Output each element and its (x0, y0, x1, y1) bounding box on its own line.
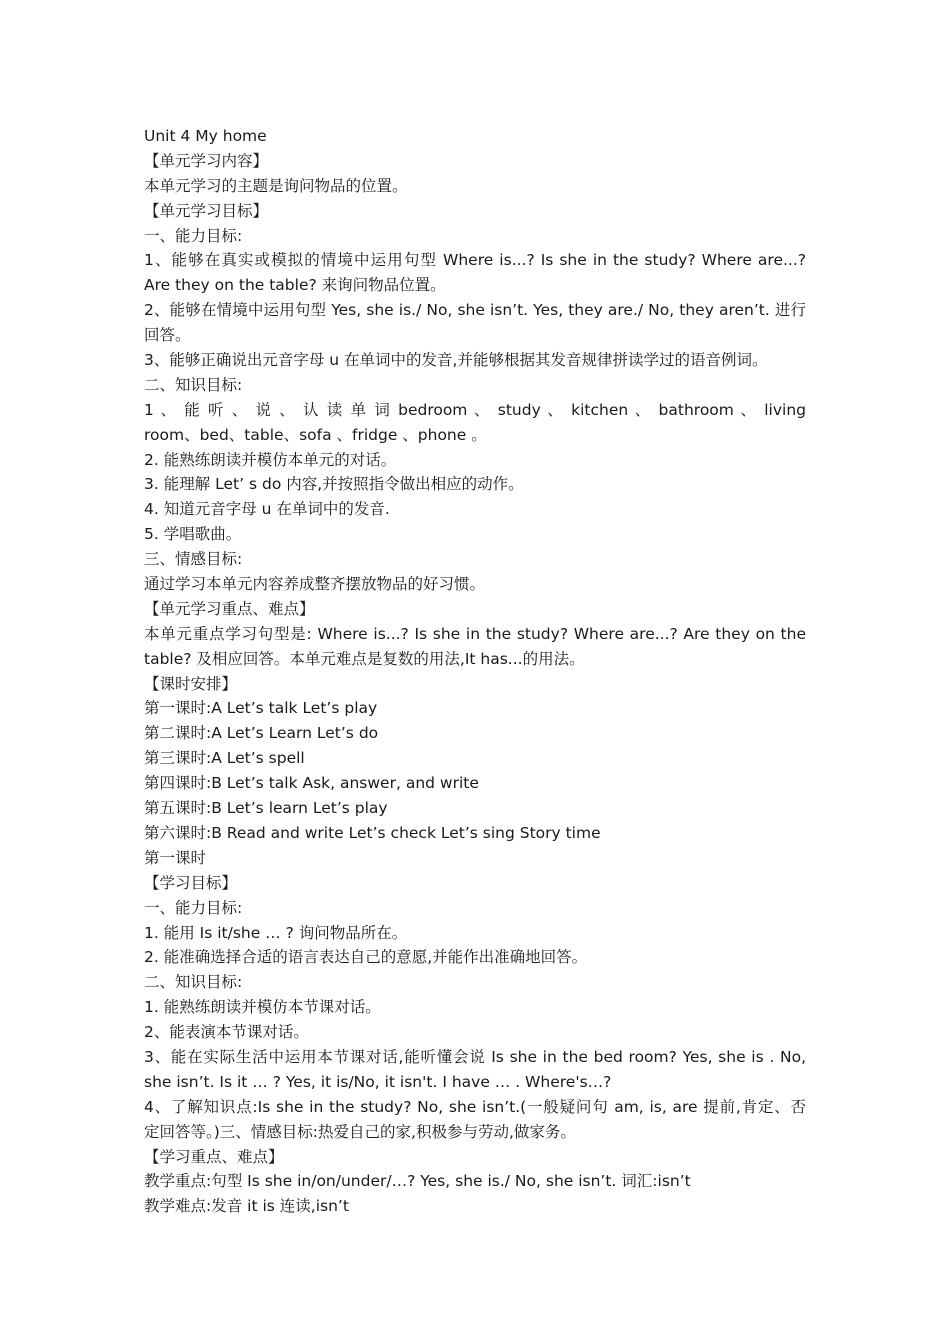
list-item: 2. 能准确选择合适的语言表达自己的意愿,并能作出准确地回答。 (144, 948, 588, 967)
list-item: 3. 能理解 Let’ s do 内容,并按照指令做出相应的动作。 (144, 475, 524, 494)
section-heading: 【课时安排】 (144, 674, 238, 693)
section-heading: 【学习目标】 (144, 873, 238, 892)
list-item: 1. 能用 Is it/she … ? 询问物品所在。 (144, 923, 408, 942)
paragraph-line: table? 及相应回答。本单元难点是复数的用法,It has...的用法。 (144, 649, 585, 668)
schedule-item: 第四课时:B Let’s talk Ask, answer, and write (144, 774, 479, 793)
list-item: 1. 能熟练朗读并模仿本节课对话。 (144, 998, 381, 1017)
paragraph-line: 教学重点:句型 Is she in/on/under/…? Yes, she is./ No, she isn’t. 词汇:isn’t (144, 1172, 691, 1191)
paragraph-line: 通过学习本单元内容养成整齐摆放物品的好习惯。 (144, 575, 486, 594)
schedule-item: 第三课时:A Let’s spell (144, 749, 305, 768)
doc-title: Unit 4 My home (144, 127, 267, 145)
paragraph-line: 教学难点:发音 it is 连读,isn’t (144, 1197, 349, 1216)
section-heading: 【单元学习内容】 (144, 151, 269, 170)
paragraph-line: 回答。 (144, 326, 191, 345)
paragraph-line: 4、了解知识点:Is she in the study? No, she isn’t.(一般疑问句 am, is, are 提前,肯定、否 (144, 1097, 806, 1116)
list-item: 2、能表演本节课对话。 (144, 1023, 309, 1042)
document-page (144, 124, 806, 1219)
paragraph-line: 定回答等。)三、情感目标:热爱自己的家,积极参与劳动,做家务。 (144, 1122, 576, 1141)
paragraph-line: 1、能够在真实或模拟的情境中运用句型 Where is...? Is she in the study? Where are...? (144, 251, 806, 270)
section-heading: 【单元学习目标】 (144, 201, 269, 220)
subsection-heading: 二、知识目标: (144, 973, 243, 992)
paragraph-line: 本单元学习的主题是询问物品的位置。 (144, 176, 408, 195)
lesson-heading: 第一课时 (144, 848, 207, 867)
section-heading: 【学习重点、难点】 (144, 1147, 284, 1166)
list-item: 2. 能熟练朗读并模仿本单元的对话。 (144, 450, 397, 469)
paragraph-line: 本单元重点学习句型是: Where is...? Is she in the study? Where are...? Are they on the (144, 624, 806, 643)
list-item: 5. 学唱歌曲。 (144, 525, 242, 544)
paragraph-line: Are they on the table? 来询问物品位置。 (144, 276, 446, 295)
subsection-heading: 二、知识目标: (144, 375, 243, 394)
paragraph-line: she isn’t. Is it … ? Yes, it is/No, it isn't. I have … . Where's…? (144, 1072, 612, 1091)
paragraph-line: 2、能够在情境中运用句型 Yes, she is./ No, she isn’t. Yes, they are./ No, they aren’t. 进行 (144, 301, 806, 320)
schedule-item: 第二课时:A Let’s Learn Let’s do (144, 724, 379, 743)
paragraph-line: 3、能够正确说出元音字母 u 在单词中的发音,并能够根据其发音规律拼读学过的语音例词。 (144, 351, 768, 370)
paragraph-line: 3、能在实际生活中运用本节课对话,能听懂会说 Is she in the bed room? Yes, she is . No, (144, 1047, 806, 1066)
schedule-item: 第六课时:B Read and write Let’s check Let’s sing Story time (144, 823, 601, 842)
schedule-item: 第五课时:B Let’s learn Let’s play (144, 799, 388, 818)
schedule-item: 第一课时:A Let’s talk Let’s play (144, 699, 378, 718)
list-item: 4. 知道元音字母 u 在单词中的发音. (144, 500, 390, 519)
paragraph-line: 1 、 能 听 、 说 、 认 读 单 词 bedroom 、 study 、 kitchen 、 bathroom 、 living (144, 400, 806, 419)
subsection-heading: 一、能力目标: (144, 898, 243, 917)
subsection-heading: 三、情感目标: (144, 550, 243, 569)
paragraph-line: room、bed、table、sofa 、fridge 、phone 。 (144, 425, 487, 444)
section-heading: 【单元学习重点、难点】 (144, 599, 315, 618)
subsection-heading: 一、能力目标: (144, 226, 243, 245)
